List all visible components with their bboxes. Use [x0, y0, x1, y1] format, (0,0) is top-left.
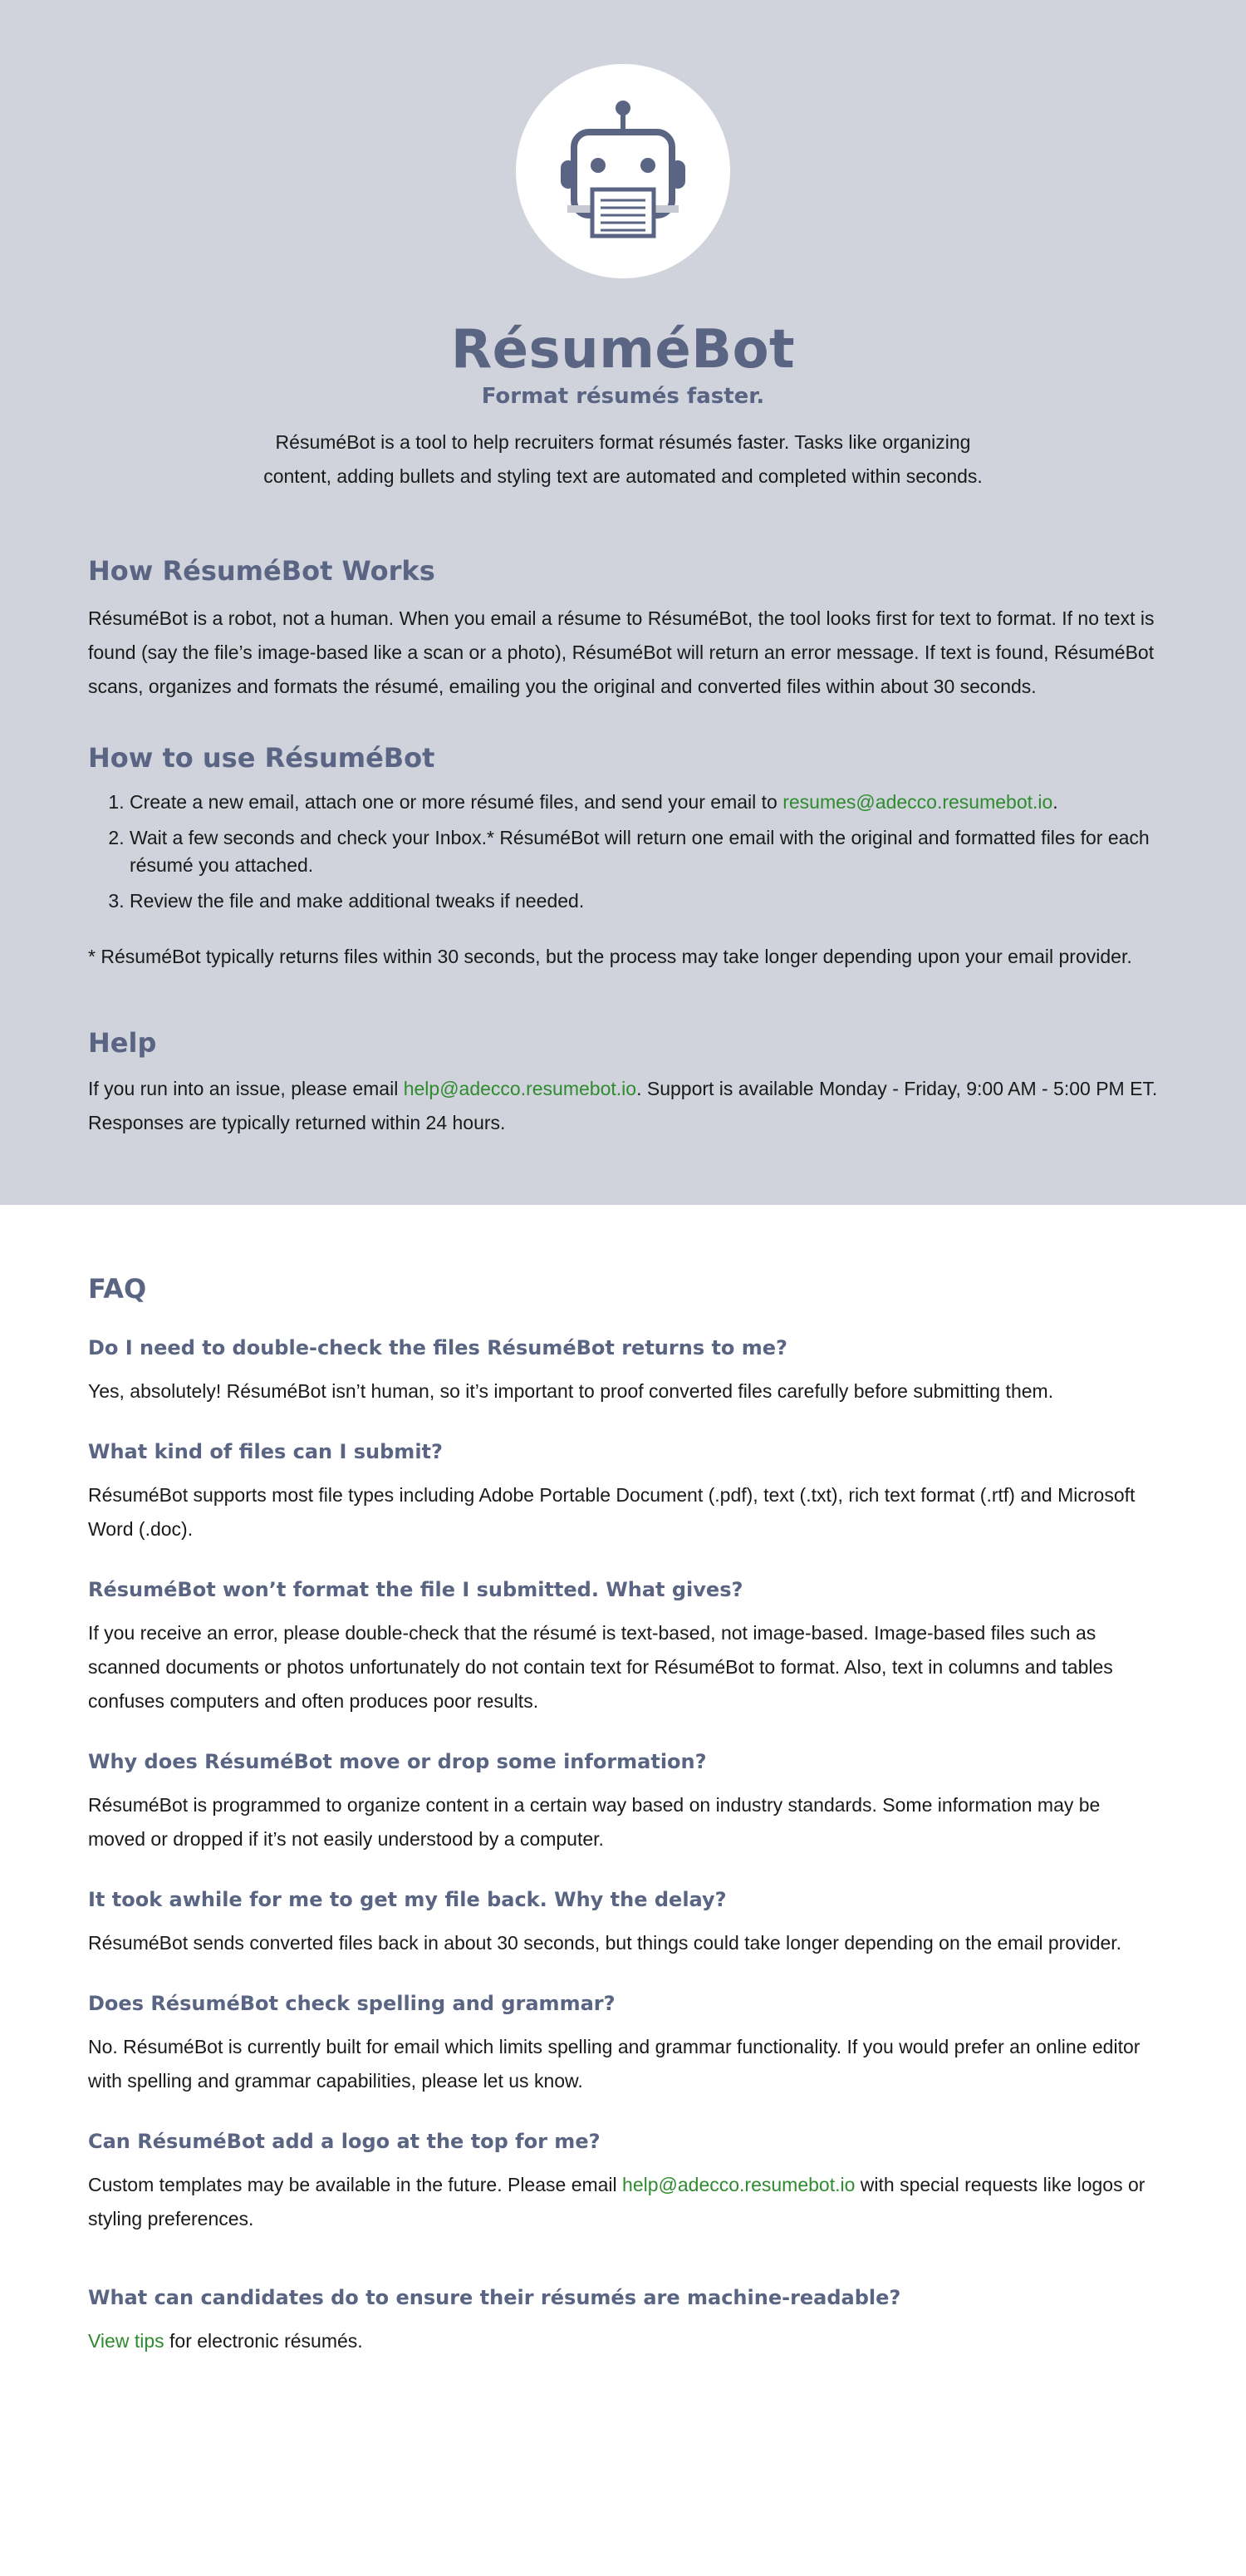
intro-text: RésuméBot is a tool to help recruiters format résumés faster. Tasks like organizing content, adding bullets and styling text are automated and completed within seconds.: [263, 431, 983, 487]
page-title: RésuméBot: [450, 319, 796, 381]
faq-item: [88, 1992, 1158, 2098]
faq-answer: View tips for electronic résumés.: [88, 2330, 363, 2352]
faq-question: Does RésuméBot check spelling and grammar?: [88, 1992, 616, 2015]
robot-with-document-icon: [516, 64, 730, 278]
step-item: 3. Review the file and make additional tweaks if needed.: [130, 887, 1158, 915]
faq-item: [88, 1750, 1158, 1856]
faq-question: Do I need to double-check the files RésuméBot returns to me?: [88, 1336, 787, 1359]
how-to-use-section: [88, 742, 1158, 974]
steps-list: [88, 789, 1158, 915]
faq-question: Can RésuméBot add a logo at the top for me?: [88, 2130, 601, 2153]
faq-answer: RésuméBot supports most file types including Adobe Portable Document (.pdf), text (.txt), rich text format (.rtf) and Microsoft Word (.doc).: [88, 1484, 1136, 1540]
how-it-works-body: RésuméBot is a robot, not a human. When you email a résume to RésuméBot, the tool looks first for text to format. If no text is found (say the file’s image-based like a scan or a photo), RésuméBot will return an error message. If text is found, RésuméBot scans, organizes and formats the résumé, emailing you the original and converted files within about 30 seconds.: [88, 607, 1155, 697]
faq-answer: If you receive an error, please double-check that the résumé is text-based, not image-based. Image-based files such as scanned documents or photos unfortunately do not contain text for RésuméBot to format. Also, text in columns and tables confuses computers and often produces poor results.: [88, 1622, 1113, 1712]
help-section: [88, 1027, 1158, 1140]
faq-question: What kind of files can I submit?: [88, 1440, 443, 1463]
faq-item: [88, 1888, 1158, 1960]
help-email-link[interactable]: help@adecco.resumebot.io: [403, 1078, 637, 1099]
faq-answer: RésuméBot is programmed to organize content in a certain way based on industry standards. Some information may be moved or dropped if it’s not easily understood by a computer.: [88, 1794, 1101, 1850]
how-to-use-heading: How to use RésuméBot: [88, 742, 435, 774]
faq-question: RésuméBot won’t format the file I submitted. What gives?: [88, 1578, 743, 1601]
step-item: 2. Wait a few seconds and check your Inbox.* RésuméBot will return one email with the original and formatted files for each résumé you attached.: [130, 824, 1158, 879]
step-item: 1. Create a new email, attach one or more résumé files, and send your email to resumes@adecco.resumebot.io.: [130, 789, 1158, 816]
faq-question: Why does RésuméBot move or drop some information?: [88, 1750, 707, 1773]
faq-item: [88, 1440, 1158, 1546]
faq-question: What can candidates do to ensure their résumés are machine-readable?: [88, 2286, 901, 2309]
faq-item: [88, 1336, 1158, 1408]
logo: [516, 64, 730, 278]
footnote: * RésuméBot typically returns files within 30 seconds, but the process may take longer depending upon your email provider.: [88, 946, 1132, 967]
faq-section: [0, 1205, 1246, 2358]
faq-answer: RésuméBot sends converted files back in about 30 seconds, but things could take longer depending on the email provider.: [88, 1932, 1122, 1954]
help-email-link[interactable]: help@adecco.resumebot.io: [622, 2174, 856, 2195]
help-text: If you run into an issue, please email help@adecco.resumebot.io. Support is available Monday - Friday, 9:00 AM - 5:00 PM ET. Responses are typically returned within 24 hours.: [88, 1078, 1158, 1133]
how-it-works-section: [88, 555, 1158, 704]
faq-heading: FAQ: [88, 1273, 147, 1305]
how-it-works-heading: How RésuméBot Works: [88, 555, 435, 587]
faq-question: It took awhile for me to get my file back. Why the delay?: [88, 1888, 727, 1911]
faq-answer: Custom templates may be available in the future. Please email help@adecco.resumebot.io with special requests like logos or styling preferences.: [88, 2174, 1145, 2229]
faq-item: [88, 1578, 1158, 1718]
tagline: Format résumés faster.: [481, 384, 765, 409]
hero-section: [0, 0, 1246, 1205]
resumes-email-link[interactable]: resumes@adecco.resumebot.io: [782, 791, 1053, 813]
faq-answer: No. RésuméBot is currently built for email which limits spelling and grammar functionality. If you would prefer an online editor with spelling and grammar capabilities, please let us know.: [88, 2036, 1141, 2092]
faq-answer: Yes, absolutely! RésuméBot isn’t human, so it’s important to proof converted files carefully before submitting them.: [88, 1380, 1054, 1402]
faq-item: [88, 2130, 1158, 2236]
help-heading: Help: [88, 1027, 157, 1059]
view-tips-link[interactable]: View tips: [88, 2330, 164, 2352]
faq-item: [88, 2286, 1158, 2358]
